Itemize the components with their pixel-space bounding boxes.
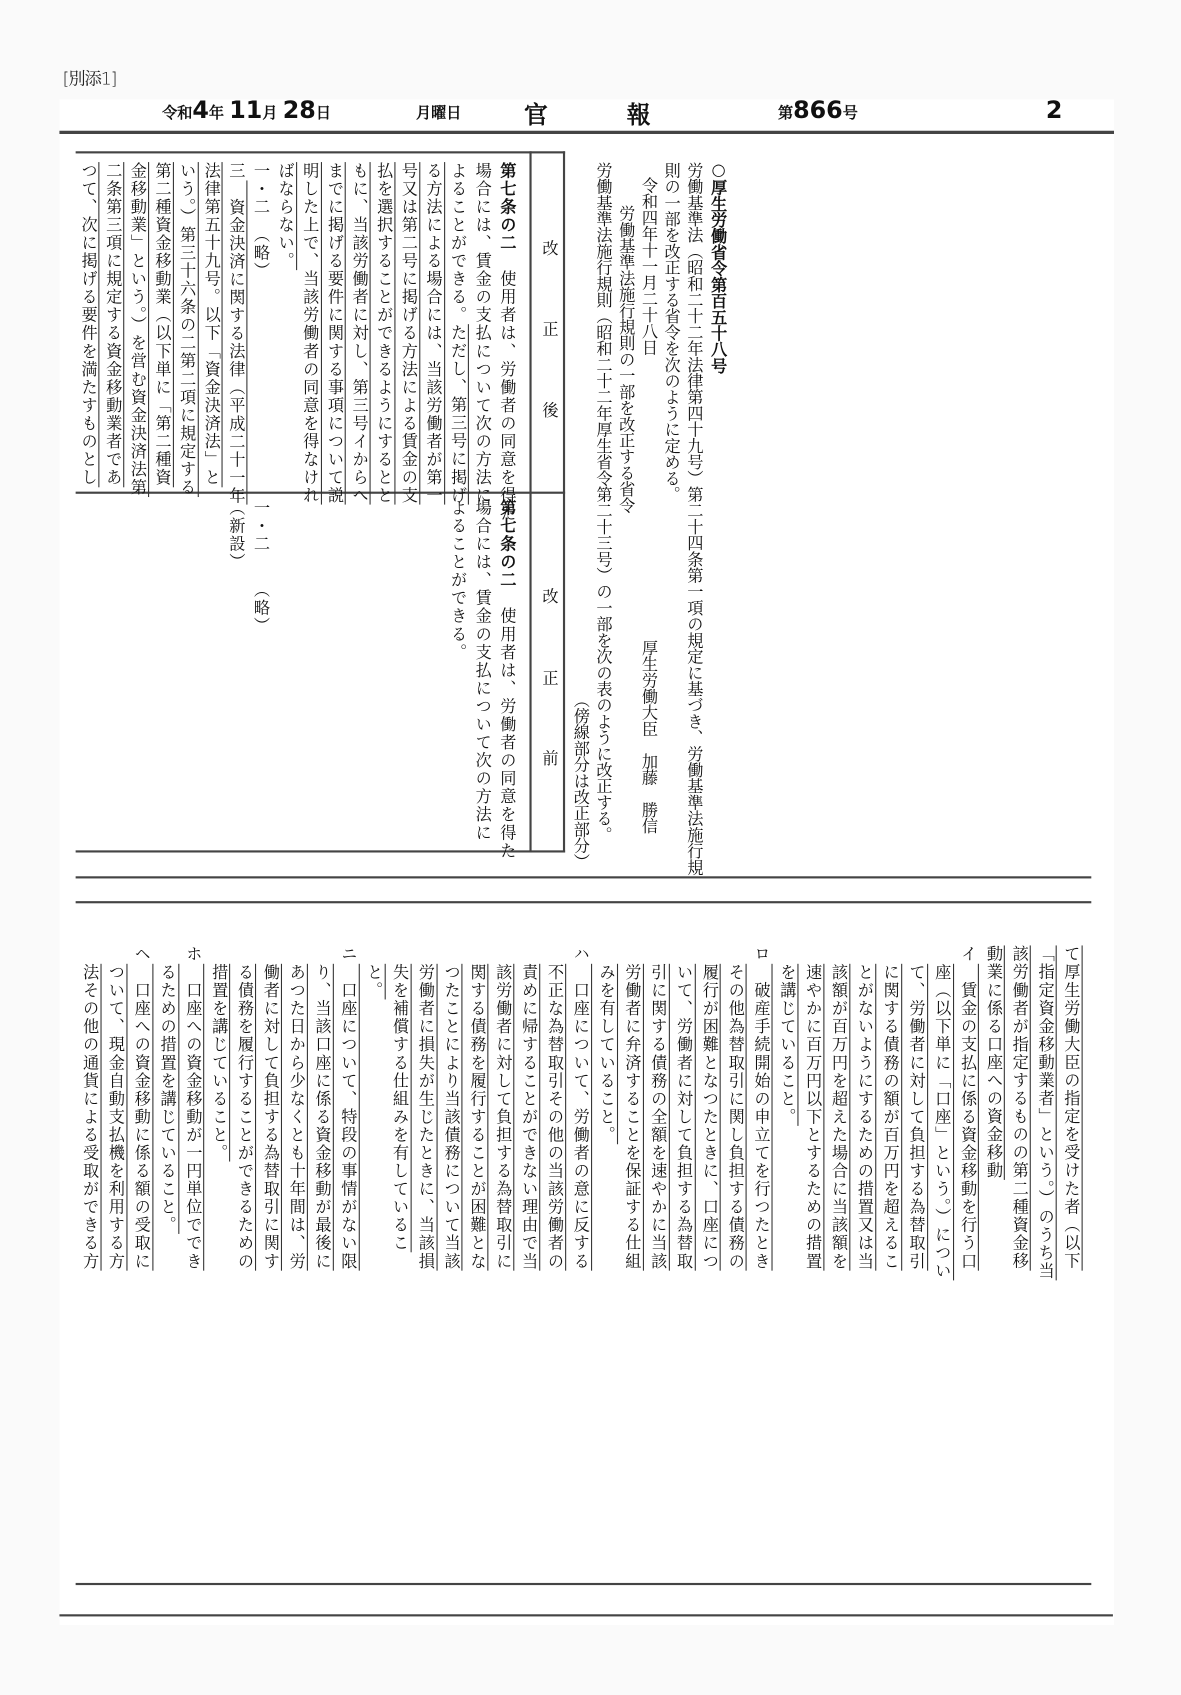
era: 令和 (162, 104, 193, 123)
text-segment: 使用者は、労働者の同意を得た (498, 589, 518, 861)
text-line (493, 945, 515, 1270)
gazette-title-kan: 官 (524, 102, 548, 130)
issue-number (778, 97, 858, 124)
amended-text: その他為替取引に関し負担する債務の (726, 963, 746, 1271)
amendment-statement: 労働基準法施行規則（昭和二十二年厚生省令第二十三号）の一部を次の表のように改正する。 (594, 162, 614, 843)
year: 4 (192, 97, 209, 125)
text-segment (365, 945, 384, 963)
amended-text: 不正な為替取引その他の当該労働者の (545, 963, 566, 1271)
text-line (251, 162, 273, 280)
text-line (467, 945, 489, 1270)
text-segment (856, 945, 875, 963)
text-line (235, 945, 257, 1270)
amended-text: 口座について、労働者の意に反する (571, 963, 591, 1271)
text-segment (623, 945, 642, 963)
amended-text: を講じていること。 (778, 963, 798, 1126)
text-segment (391, 945, 410, 963)
text-line (157, 945, 179, 1234)
text-line (338, 945, 360, 1270)
text-line (209, 945, 231, 1162)
text-line (596, 945, 618, 1143)
footer-rule (59, 1614, 1112, 1616)
text-line (312, 945, 334, 1270)
text-line (78, 162, 100, 487)
text-line (325, 162, 347, 505)
text-segment: 三 (227, 162, 247, 181)
text-line (300, 162, 322, 505)
text-line (275, 162, 297, 270)
amended-text: 働者に対して負担する為替取引に関す (261, 963, 282, 1271)
text-line (497, 499, 519, 860)
text-line (152, 162, 174, 487)
amended-text: 責めに帰することができない理由で当 (519, 963, 540, 1271)
text-line (106, 945, 128, 1270)
day-unit: 日 (315, 104, 331, 123)
amended-text: 第二種資金移動業（以下単に「第二種資 (153, 162, 173, 487)
amended-text: までに掲げる要件に関する事項について説 (325, 162, 346, 505)
amended-text: り、当該口座に係る資金移動が最後に (313, 963, 333, 1271)
table-header-border (529, 151, 531, 852)
table-bottom-rule (76, 850, 565, 852)
text-line (1009, 945, 1031, 1270)
text-segment (158, 945, 177, 963)
amended-text: 該額が百万円を超えた場合に当該額を (829, 963, 850, 1271)
text-segment (546, 945, 565, 963)
weekday: 月曜日 (415, 104, 462, 123)
amended-text: もに、当該労働者に対し、第三号イからへ (350, 162, 370, 505)
text-line (674, 945, 696, 1270)
text-line (201, 162, 223, 487)
text-line (751, 945, 773, 1270)
ordinance-title: ○厚生労働省令第百五十八号 (708, 159, 729, 374)
amended-text: あつた日から少なくとも十年間は、労 (287, 963, 307, 1271)
preamble-line: 則の一部を改正する省令を次のように定める。 (662, 162, 682, 503)
text-line (880, 945, 902, 1270)
promulgation-date: 令和四年十一月二十八日 (639, 177, 660, 356)
bottom-rule (76, 1583, 1092, 1585)
text-line (374, 162, 396, 505)
text-segment: よることができる。 (448, 499, 469, 662)
text-line (226, 499, 248, 571)
text-segment (649, 945, 668, 963)
amended-text: 該労働者が指定するものの第二種資金移 (1010, 945, 1030, 1271)
month: 11 (229, 97, 263, 125)
amended-text: 法律第五十九号。以下「資金決済法」と (202, 162, 222, 487)
amended-text: 口座への資金移動が一円単位ででき (184, 963, 204, 1271)
article-label: 第七条の二 (498, 499, 518, 590)
text-segment (287, 945, 306, 963)
text-segment: ロ (752, 945, 772, 964)
article-label: 第七条の二 (498, 162, 518, 253)
text-segment (236, 945, 255, 963)
text-segment (933, 945, 952, 963)
text-segment (417, 945, 436, 963)
text-line (251, 499, 273, 635)
underline-note: （傍線部分は改正部分） (571, 691, 592, 870)
text-segment (442, 945, 461, 963)
text-line (829, 945, 851, 1270)
amended-text: と。 (364, 963, 385, 1000)
amended-text: 該労働者に対して負担する為替取引に (493, 963, 514, 1271)
text-segment: ニ (339, 945, 359, 964)
text-segment: よることができる。 (448, 162, 469, 325)
minister-signature: 厚生労働大臣 加藤 勝信 (639, 639, 660, 835)
text-segment (520, 945, 539, 963)
text-line (1035, 945, 1057, 1280)
header-before-1: 改 (540, 587, 560, 604)
amended-text: 労働者に損失が生じたときに、当該損 (416, 963, 436, 1271)
amended-text: 失を補償する仕組みを有しているこ (390, 963, 411, 1253)
amended-text: 号又は第二号に掲げる方法による賃金の支 (399, 162, 420, 505)
amended-text: て厚生労働大臣の指定を受けた者（以下 (1062, 945, 1082, 1271)
amended-text: ばならない。 (276, 162, 296, 271)
text-line (103, 162, 125, 487)
amended-text: つて、次に掲げる要件を満たすものとし (79, 162, 99, 487)
text-segment (726, 945, 745, 963)
amended-text: 座（以下単に「口座」という。）につい (933, 963, 953, 1281)
text-line (226, 162, 248, 505)
text-segment (210, 945, 229, 963)
text-line (390, 945, 412, 1252)
text-line (286, 945, 308, 1270)
text-line (958, 945, 980, 1270)
amended-text: る債務を履行することができるための (235, 963, 256, 1271)
text-line (1061, 945, 1083, 1270)
amended-text: 破産手続開始の申立てを行つたとき (752, 963, 772, 1271)
text-line (183, 945, 205, 1270)
issue-prefix: 第 (777, 104, 794, 123)
text-line (777, 945, 799, 1125)
header-after-3: 後 (540, 401, 560, 419)
amended-text: 関する債務を履行することが困難とな (468, 963, 488, 1271)
text-line (984, 945, 1006, 1180)
page-number: 2 (1045, 97, 1063, 125)
text-segment: （新設） (227, 499, 247, 572)
text-segment (494, 945, 513, 963)
amended-text: 速やかに百万円以下とするための措置 (803, 963, 824, 1271)
text-segment (804, 945, 823, 963)
amended-text: 「指定資金移動業者」という。）のうち当 (1036, 945, 1056, 1281)
amended-text: 法その他の通貨による受取ができる方 (80, 963, 101, 1271)
text-line (519, 945, 541, 1270)
amended-text: 払を選択することができるようにするとと (374, 162, 395, 505)
annex-label: [別添1] (62, 68, 117, 89)
text-segment (907, 945, 926, 963)
text-line (261, 945, 283, 1270)
amended-text: とがないようにするための措置又は当 (855, 963, 875, 1271)
header-before-3: 前 (540, 749, 560, 767)
text-segment (675, 945, 694, 963)
text-segment (701, 945, 720, 963)
amended-text: 口座について、特段の事情がない限 (339, 963, 359, 1271)
text-line (570, 945, 592, 1270)
amended-text: 口座への資金移動に係る額の受取に (132, 963, 152, 1271)
text-segment (778, 945, 797, 963)
text-segment: イ (958, 945, 979, 964)
amended-text: 動業に係る口座への資金移動 (984, 945, 1005, 1181)
amended-text: る方法による場合には、当該労働者が第一 (424, 162, 444, 505)
text-line (803, 945, 825, 1270)
amended-text: 二条第三項に規定する資金移動業者であ (103, 162, 124, 487)
issue-number-value: 866 (793, 97, 843, 125)
text-segment: ヘ (132, 945, 152, 964)
header-rule (59, 131, 1114, 134)
text-line (80, 945, 102, 1270)
text-line (364, 945, 386, 999)
section-rule (76, 876, 1092, 878)
amended-text: みを有していること。 (597, 963, 617, 1144)
amended-text: 措置を講じていること。 (209, 963, 230, 1162)
amended-text: て、労働者に対して負担する為替取引 (907, 963, 927, 1271)
amended-text: 履行が困難となつたときに、口座につ (700, 963, 721, 1271)
month-unit: 月 (262, 104, 278, 123)
text-line (622, 945, 644, 1270)
text-segment (468, 945, 487, 963)
text-segment (313, 945, 332, 963)
preamble-line: 労働基準法（昭和二十二年法律第四十九号）第二十四条第一項の規定に基づき、労働基準法施行規 (685, 162, 705, 876)
header-after-2: 正 (540, 320, 560, 338)
year-unit: 年 (208, 104, 225, 123)
text-line (700, 945, 722, 1270)
table-right-border (563, 151, 565, 852)
day: 28 (282, 97, 316, 125)
amended-text: ただし、第三号に掲げ (448, 324, 469, 505)
text-line (441, 945, 463, 1270)
text-line (906, 945, 928, 1270)
text-segment (81, 945, 100, 963)
amended-text: いて、労働者に対して負担する為替取 (674, 963, 695, 1271)
amended-text: いう。）第三十六条の二第二項に規定する (177, 162, 198, 497)
text-segment (881, 945, 900, 963)
text-segment: ハ (571, 945, 591, 964)
text-line (127, 162, 149, 497)
amended-text: 賃金の支払に係る資金移動を行う口 (958, 963, 979, 1271)
text-segment: 一・二 （略） (251, 162, 272, 281)
amended-text: 資金決済に関する法律（平成二十一年 (227, 180, 247, 505)
text-line (472, 162, 494, 505)
gazette-title-po: 報 (626, 102, 651, 130)
text-segment: 使用者は、労働者の同意を得た (498, 252, 518, 523)
text-line (415, 945, 437, 1270)
amended-text: に関する債務の額が百万円を超えるこ (881, 963, 901, 1271)
text-line (854, 945, 876, 1270)
text-line (448, 162, 470, 505)
text-segment (107, 945, 126, 963)
text-segment: 場合には、賃金の支払について次の方法に (473, 162, 493, 505)
amended-text: 明した上で、当該労働者の同意を得なけれ (301, 162, 321, 505)
amended-text: つたことにより当該債務について当該 (442, 963, 462, 1271)
text-segment: 一・二 （略） (251, 499, 272, 636)
issue-suffix: 号 (842, 104, 858, 123)
amended-text: ついて、現金自動支払機を利用する方 (106, 963, 127, 1271)
amended-text: 労働者に弁済することを保証する仕組 (623, 963, 643, 1271)
text-segment (262, 945, 281, 963)
text-segment (597, 945, 616, 963)
text-line (472, 499, 494, 842)
section-rule (76, 901, 1092, 903)
text-segment: ホ (184, 945, 204, 964)
text-line (349, 162, 371, 505)
header-after-1: 改 (540, 239, 560, 257)
text-line (448, 499, 470, 661)
amended-text: 金移動業」という。）を営む資金決済法第 (128, 162, 149, 497)
header-before-2: 正 (540, 669, 560, 687)
text-segment (830, 945, 849, 963)
text-line (497, 162, 519, 523)
amended-text: 引に関する債務の全額を速やかに当該 (648, 963, 669, 1271)
issue-date (162, 97, 331, 124)
text-line (177, 162, 199, 497)
text-line (932, 945, 954, 1280)
text-line (131, 945, 153, 1270)
text-line (545, 945, 567, 1270)
text-line (725, 945, 747, 1270)
table-top-rule (76, 151, 565, 153)
text-line (648, 945, 670, 1270)
text-line (423, 162, 445, 505)
amended-text: るための措置を講じていること。 (158, 963, 178, 1235)
text-segment: 場合には、賃金の支払について次の方法に (473, 499, 493, 843)
ordinance-name: 労働基準法施行規則の一部を改正する省令 (616, 205, 637, 514)
text-line (398, 162, 420, 505)
